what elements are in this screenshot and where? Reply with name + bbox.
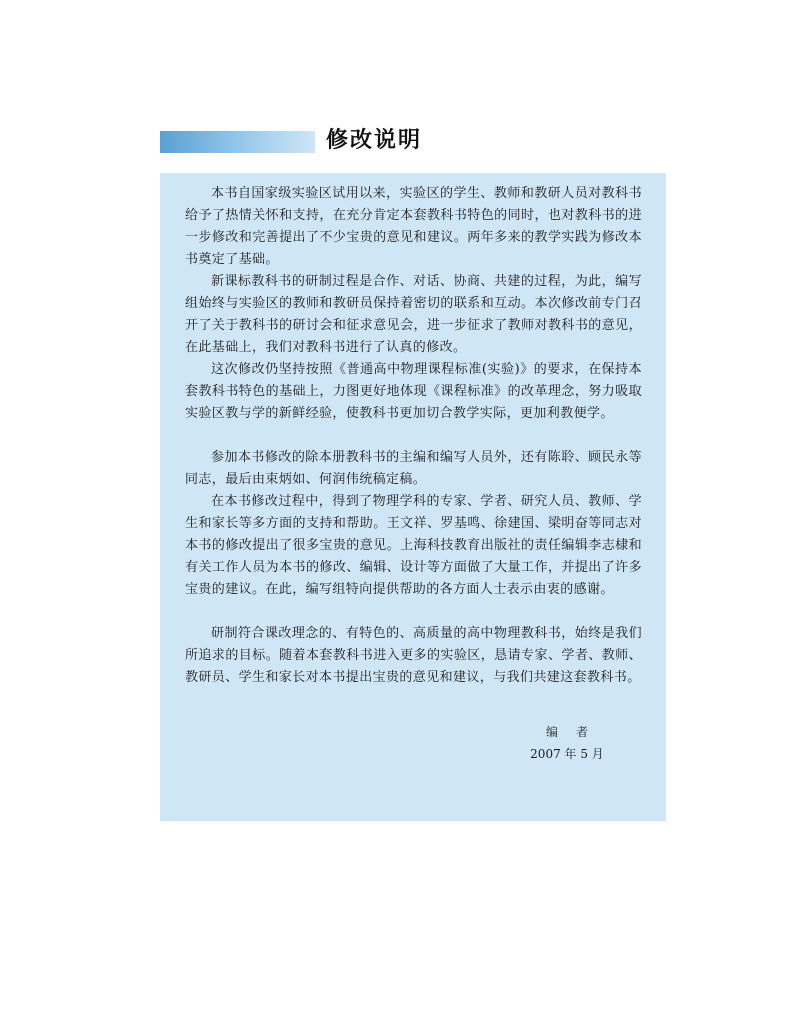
section-intro <box>185 183 642 425</box>
section-acknowledgements <box>185 447 642 601</box>
paragraph: 参加本书修改的除本册教科书的主编和编写人员外，还有陈聆、顾民永等同志，最后由束炳如、何润伟统稿定稿。 <box>185 450 642 487</box>
paragraph: 在本书修改过程中，得到了物理学科的专家、学者、研究人员、教师、学生和家长等多方面的支持和帮助。王文祥、罗基鸣、徐建国、梁明奋等同志对本书的修改提出了很多宝贵的意见。上海科技教育出版社的责任编辑李志棣和有关工作人员为本书的修改、编辑、设计等方面做了大量工作，并提出了许多宝贵的建议。在此，编写组特向提供帮助的各方面人士表示由衷的感谢。 <box>185 494 642 597</box>
paragraph: 研制符合课改理念的、有特色的、高质量的高中物理教科书，始终是我们所追求的目标。随着本套教科书进入更多的实验区，恳请专家、学者、教师、教研员、学生和家长对本书提出宝贵的意见和建议，与我们共建这套教科书。 <box>185 626 642 685</box>
title-decoration-bar <box>160 131 315 153</box>
signature-date: 2007 年 5 月 <box>530 747 604 761</box>
content-panel <box>160 173 666 821</box>
paragraph: 这次修改仍坚持按照《普通高中物理课程标准(实验)》的要求，在保持本套教科书特色的基础上，力图更好地体现《课程标准》的改革理念，努力吸取实验区教与学的新鲜经验，使教科书更加切合教学实际，更加利教便学。 <box>185 362 642 421</box>
signature-block <box>528 721 606 765</box>
section-closing <box>185 623 642 689</box>
signature-author: 编者 <box>545 725 606 739</box>
page-title: 修改说明 <box>326 128 423 153</box>
paragraph: 本书自国家级实验区试用以来，实验区的学生、教师和教研人员对教科书给予了热情关怀和支持，在充分肯定本套教科书特色的同时，也对教科书的进一步修改和完善提出了不少宝贵的意见和建议。两年多来的教学实践为修改本书奠定了基础。 <box>185 186 642 267</box>
paragraph: 新课标教科书的研制过程是合作、对话、协商、共建的过程，为此，编写组始终与实验区的教师和教研员保持着密切的联系和互动。本次修改前专门召开了关于教科书的研讨会和征求意见会，进一步征求了教师对教科书的意见，在此基础上，我们对教科书进行了认真的修改。 <box>185 274 642 355</box>
